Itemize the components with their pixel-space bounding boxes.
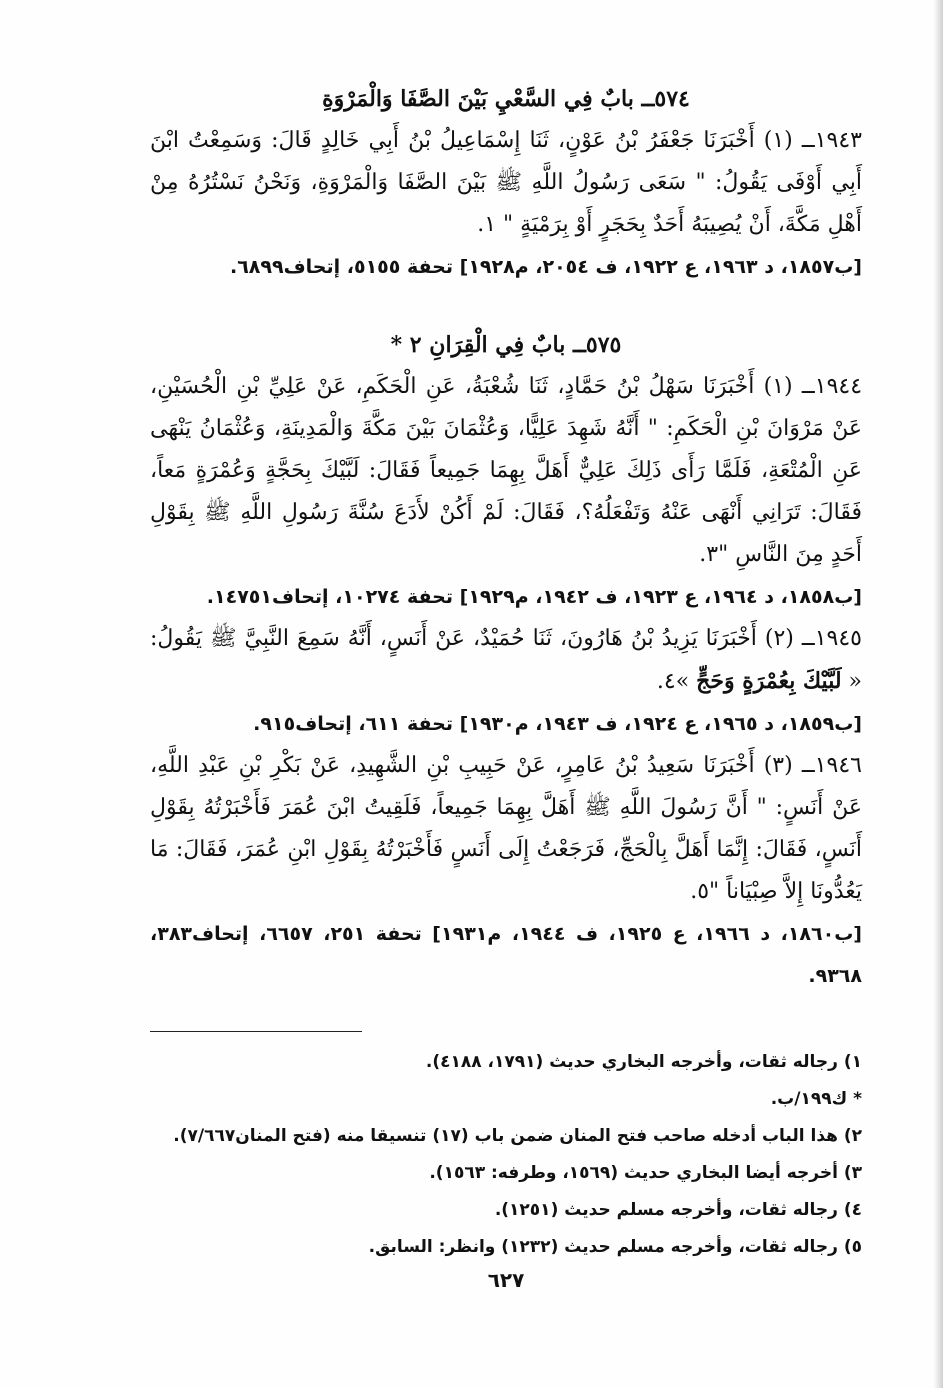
footnote-2: ٢) هذا الباب أدخله صاحب فتح المنان ضمن باب (١٧) تنسيقا منه (فتح المنان٧/٦٦٧). bbox=[173, 1126, 862, 1146]
document-page bbox=[150, 82, 862, 1292]
footnote-divider bbox=[150, 1031, 362, 1032]
hadith-1943-ref: [ب١٨٥٧، د ١٩٦٣، ع ١٩٢٢، ف ٢٠٥٤، م١٩٢٨] تحفة ٥١٥٥، إتحاف٦٨٩٩. bbox=[229, 256, 862, 278]
footnotes bbox=[150, 1044, 862, 1266]
footnote-4: ٤) رجاله ثقات، وأخرجه مسلم حديث (١٢٥١). bbox=[494, 1200, 862, 1220]
hadith-1945-text-before: ١٩٤٥ــ (٢) أَخْبَرَنَا يَزِيدُ بْنُ هَارُونَ، ثَنَا حُمَيْدٌ، عَنْ أَنَسٍ، أَنَّهُ سَمِعَ النَّبِيَّ ﷺ يَقُولُ: « bbox=[150, 626, 862, 694]
hadith-1945-text-after: »٤. bbox=[656, 669, 697, 694]
hadith-1946: ١٩٤٦ــ (٣) أَخْبَرَنَا سَعِيدُ بْنُ عَامِرٍ، عَنْ حَبِيبِ بْنِ الشَّهِيدِ، عَنْ بَكْرِ بْنِ عَبْدِ اللَّهِ، عَنْ أَنَسٍ: " أَنَّ رَسُولَ اللَّهِ ﷺ أَهَلَّ بِهِمَا جَمِيعاً، فَلَقِيتُ ابْنَ عُمَرَ فَأَخْبَرْتُهُ بِقَوْلِ أَنَسٍ، فَقَالَ: إِنَّمَا أَهَلَّ بِالْحَجِّ، فَرَجَعْتُ إِلَى أَنَسٍ فَأَخْبَرْتُهُ بِقَوْلِ ابْنِ عُمَرَ، فَقَالَ: مَا يَعُدُّونَا إِلاَّ صِبْيَاناً "٥. bbox=[150, 753, 862, 904]
hadith-1946-ref: [ب١٨٦٠، د ١٩٦٦، ع ١٩٢٥، ف ١٩٤٤، م١٩٣١] تحفة ٢٥١، ٦٦٥٧، إتحاف٣٨٣، ٩٣٦٨. bbox=[150, 923, 862, 987]
hadith-1944-ref: [ب١٨٥٨، د ١٩٦٤، ع ١٩٢٣، ف ١٩٤٢، م١٩٢٩] تحفة ١٠٢٧٤، إتحاف١٤٧٥١. bbox=[206, 586, 862, 608]
footnote-1: ١) رجاله ثقات، وأخرجه البخاري حديث (١٧٩١، ٤١٨٨). bbox=[425, 1052, 862, 1072]
hadith-1945-emphasis: لَبَّيْكَ بِعُمْرَةٍ وَحَجٍّ bbox=[696, 668, 842, 694]
section-gap bbox=[150, 288, 862, 328]
hadith-1944: ١٩٤٤ــ (١) أَخْبَرَنَا سَهْلُ بْنُ حَمَّادٍ، ثَنَا شُعْبَةُ، عَنِ الْحَكَمِ، عَنْ عَلِيِّ بْنِ الْحُسَيْنِ، عَنْ مَرْوَانَ بْنِ الْحَكَمِ: " أَنَّهُ شَهِدَ عَلِيًّا، وَعُثْمَانَ بَيْنَ مَكَّةَ وَالْمَدِينَةِ، وَعُثْمَانُ يَنْهَى عَنِ الْمُتْعَةِ، فَلَمَّا رَأَى ذَلِكَ عَلِيٌّ أَهَلَّ بِهِمَا جَمِيعاً فَقَالَ: لَبَّيْكَ بِحَجَّةٍ وَعُمْرَةٍ مَعاً، فَقَالَ: تَرَانِي أَنْهَى عَنْهُ وَتَفْعَلُهُ؟، فَقَالَ: لَمْ أَكُنْ لأَدَعَ سُنَّةَ رَسُولِ اللَّهِ ﷺ بِقَوْلِ أَحَدٍ مِنَ النَّاسِ "٣. bbox=[150, 374, 863, 567]
page-number: ٦٢٧ bbox=[487, 1268, 525, 1292]
hadith-1943: ١٩٤٣ــ (١) أَخْبَرَنَا جَعْفَرُ بْنُ عَوْنٍ، ثَنَا إِسْمَاعِيلُ بْنُ أَبِي خَالِدٍ قَالَ: وَسَمِعْتُ ابْنَ أَبِي أَوْفَى يَقُولُ: " سَعَى رَسُولُ اللَّهِ ﷺ بَيْنَ الصَّفَا وَالْمَرْوَةِ، وَنَحْنُ نَسْتُرُهُ مِنْ أَهْلِ مَكَّةَ، أَنْ يُصِيبَهُ أَحَدٌ بِحَجَرٍ أَوْ بِرَمْيَةٍ " ١. bbox=[150, 128, 862, 237]
footnote-star: * ك١٩٩/ب. bbox=[770, 1089, 862, 1109]
hadith-1945-ref: [ب١٨٥٩، د ١٩٦٥، ع ١٩٢٤، ف ١٩٤٣، م١٩٣٠] تحفة ٦١١، إتحاف٩١٥. bbox=[253, 713, 862, 735]
hadith-1945 bbox=[150, 618, 862, 703]
section-heading-575: ٥٧٥ــ بابٌ فِي الْقِرَانِ ٢ * bbox=[390, 332, 622, 358]
footnote-3: ٣) أخرجه أيضا البخاري حديث (١٥٦٩، وطرفه: ١٥٦٣). bbox=[429, 1163, 862, 1183]
page-edge-shadow bbox=[933, 0, 943, 1388]
section-heading-574: ٥٧٤ــ بابٌ فِي السَّعْيِ بَيْنَ الصَّفَا وَالْمَرْوَةِ bbox=[322, 86, 690, 112]
footnote-5: ٥) رجاله ثقات، وأخرجه مسلم حديث (١٢٣٢) وانظر: السابق. bbox=[368, 1237, 862, 1257]
